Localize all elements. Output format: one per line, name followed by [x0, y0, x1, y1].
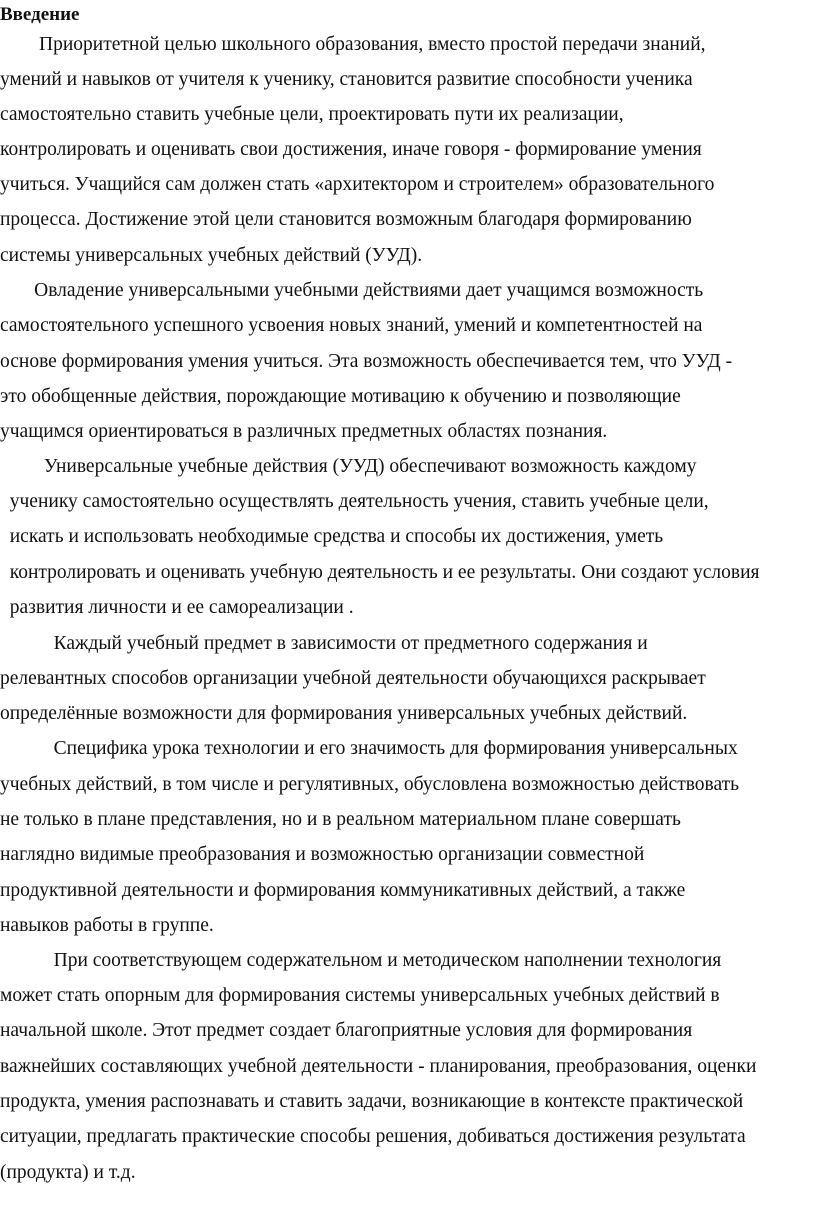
paragraph-line: самостоятельно ставить учебные цели, проектировать пути их реализации, — [0, 104, 624, 125]
paragraph-line: продуктивной деятельности и формирования коммуникативных действий, а также — [0, 880, 686, 901]
paragraph-line: Специфика урока технологии и его значимость для формирования универсальных — [0, 738, 738, 759]
paragraph-line: учебных действий, в том числе и регулятивных, обусловлена возможностью действовать — [0, 774, 740, 795]
paragraph-line: начальной школе. Этот предмет создает благоприятные условия для формирования — [0, 1020, 693, 1041]
paragraph-line: развития личности и ее самореализации . — [0, 597, 354, 618]
paragraph-line: При соответствующем содержательном и методическом наполнении технология — [0, 950, 722, 971]
paragraph-line: релевантных способов организации учебной деятельности обучающихся раскрывает — [0, 668, 706, 689]
paragraph-line: процесса. Достижение этой цели становится возможным благодаря формированию — [0, 209, 692, 230]
paragraph-line: ученику самостоятельно осуществлять деятельность учения, ставить учебные цели, — [0, 491, 709, 512]
paragraph-line: Универсальные учебные действия (УУД) обеспечивают возможность каждому — [0, 456, 697, 477]
paragraph-line: (продукта) и т.д. — [0, 1162, 136, 1183]
paragraph-line: важнейших составляющих учебной деятельности - планирования, преобразования, оценки — [0, 1056, 757, 1077]
paragraph-line: основе формирования умения учиться. Эта возможность обеспечивается тем, что УУД - — [0, 351, 733, 372]
paragraph-line: контролировать и оценивать учебную деятельность и ее результаты. Они создают условия — [0, 562, 760, 583]
paragraph-line: Каждый учебный предмет в зависимости от предметного содержания и — [0, 633, 648, 654]
paragraph-line: умений и навыков от учителя к ученику, становится развитие способности ученика — [0, 69, 693, 90]
paragraph-line: учащимся ориентироваться в различных предметных областях познания. — [0, 421, 608, 442]
paragraph-line: навыков работы в группе. — [0, 915, 214, 936]
paragraph-line: ситуации, предлагать практические способы решения, добиваться достижения результата — [0, 1126, 746, 1147]
paragraph-line: это обобщенные действия, порождающие мотивацию к обучению и позволяющие — [0, 386, 681, 407]
paragraph-line: контролировать и оценивать свои достижения, иначе говоря - формирование умения — [0, 139, 702, 160]
paragraph-line: искать и использовать необходимые средства и способы их достижения, уметь — [0, 526, 664, 547]
paragraph-line: продукта, умения распознавать и ставить задачи, возникающие в контексте практической — [0, 1091, 744, 1112]
paragraph-line: самостоятельного успешного усвоения новых знаний, умений и компетентностей на — [0, 315, 703, 336]
paragraph-line: не только в плане представления, но и в реальном материальном плане совершать — [0, 809, 681, 830]
paragraph-line: может стать опорным для формирования системы универсальных учебных действий в — [0, 985, 720, 1006]
paragraph-line: Приоритетной целью школьного образования, вместо простой передачи знаний, — [0, 34, 706, 55]
paragraph-line: наглядно видимые преобразования и возможностью организации совместной — [0, 844, 645, 865]
paragraph-line: определённые возможности для формирования универсальных учебных действий. — [0, 703, 688, 724]
paragraph-line: Овладение универсальными учебными действиями дает учащимся возможность — [0, 280, 704, 301]
paragraph-line: системы универсальных учебных действий (УУД). — [0, 245, 423, 266]
paragraph-line: учиться. Учащийся сам должен стать «архитектором и строителем» образовательного — [0, 174, 715, 195]
section-heading: Введение — [0, 4, 80, 25]
